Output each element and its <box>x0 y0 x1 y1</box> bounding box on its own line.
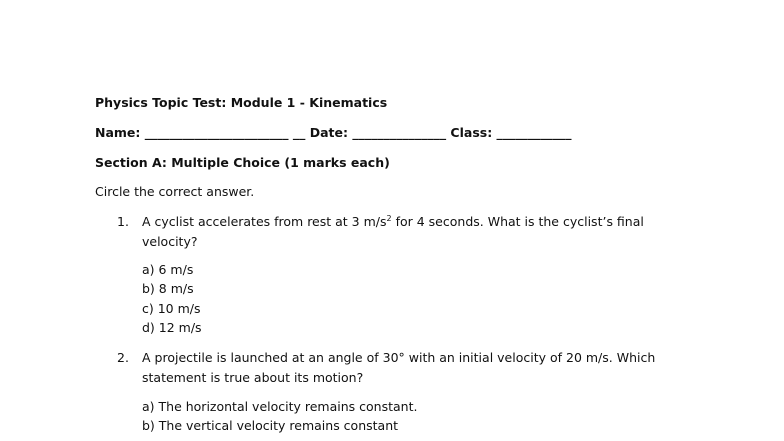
question-1-option-b: b) 8 m/s <box>142 281 194 296</box>
section-a-heading: Section A: Multiple Choice (1 marks each) <box>95 155 390 170</box>
question-2-option-a: a) The horizontal velocity remains constant. <box>142 399 418 414</box>
question-1-text-part1: A cyclist accelerates from rest at 3 m/s <box>142 214 387 229</box>
question-1-text-part2: for 4 seconds. What is the cyclist’s final <box>391 214 644 229</box>
question-1-option-d: d) 12 m/s <box>142 320 202 335</box>
question-2-number: 2. <box>117 350 129 365</box>
student-info-line: Name: _______________________ __ Date: _______________ Class: ____________ <box>95 125 572 140</box>
question-1-option-c: c) 10 m/s <box>142 301 201 316</box>
question-2-text-line1: A projectile is launched at an angle of 30° with an initial velocity of 20 m/s. Which <box>142 350 656 365</box>
question-2-text-line2: statement is true about its motion? <box>142 370 364 385</box>
instruction-text: Circle the correct answer. <box>95 184 255 199</box>
question-1-number: 1. <box>117 214 129 229</box>
question-1-text-line1 <box>142 214 644 230</box>
question-2-option-b: b) The vertical velocity remains constant <box>142 418 399 433</box>
question-1-text-line2: velocity? <box>142 234 198 249</box>
test-title: Physics Topic Test: Module 1 - Kinematics <box>95 95 388 110</box>
question-1-superscript: 2 <box>386 214 392 223</box>
question-1-option-a: a) 6 m/s <box>142 262 194 277</box>
